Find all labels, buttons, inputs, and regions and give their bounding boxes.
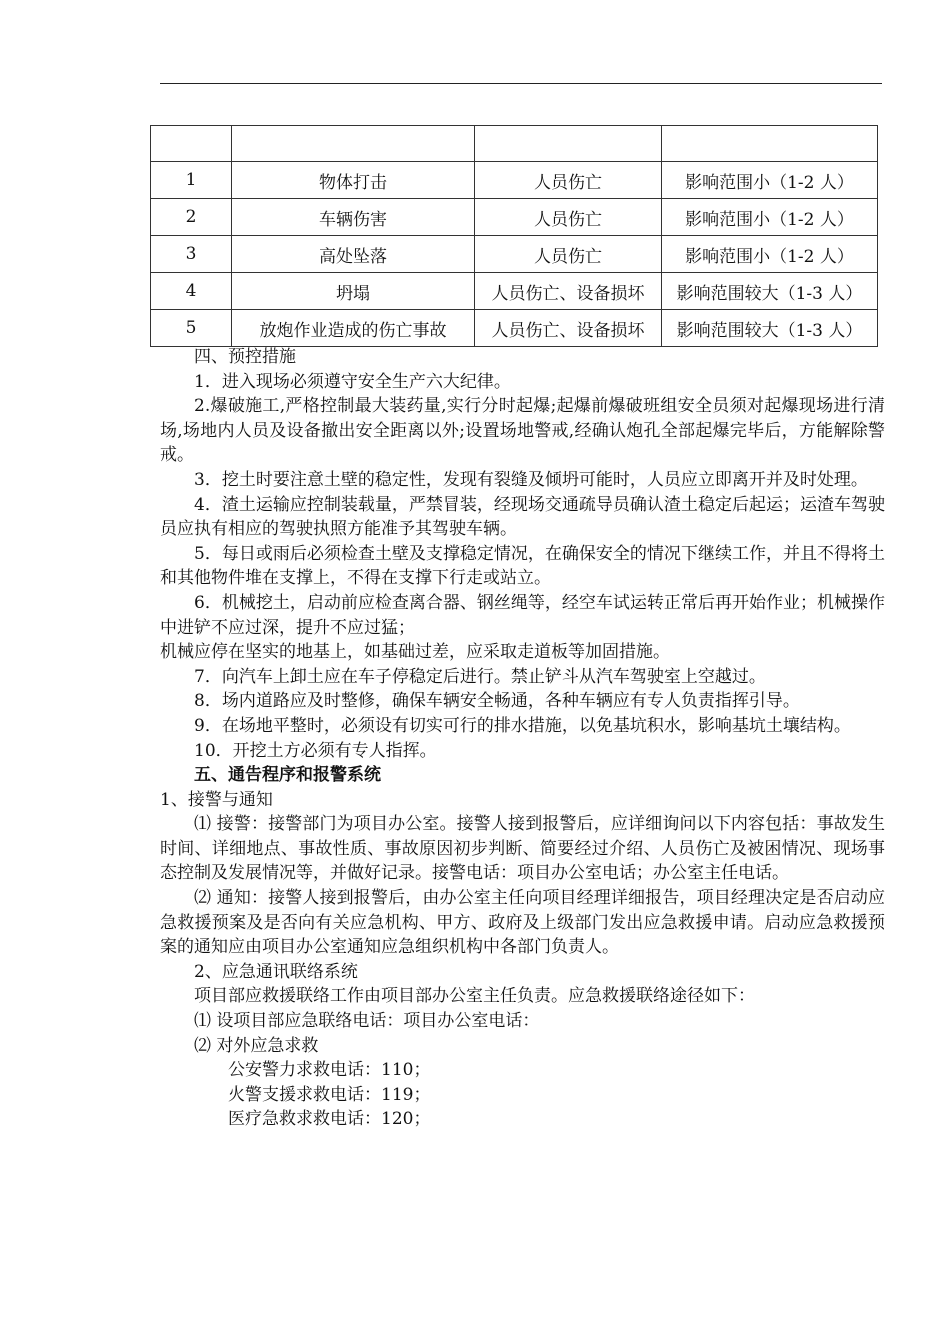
table-row [151, 162, 878, 199]
table-cell: 车辆伤害 [232, 199, 475, 236]
section-heading: 四、预控措施 [194, 347, 296, 367]
subsection-heading: 1、接警与通知 [160, 789, 273, 810]
measure-item: 机械应停在坚实的地基上，如基础过差，应采取走道板等加固措施。 [160, 642, 670, 663]
table-header-cell [151, 126, 232, 162]
measure-item: 3．挖土时要注意土壁的稳定性，发现有裂缝及倾坍可能时，人员应立即离开并及时处理。 [194, 469, 868, 490]
table-cell: 高处坠落 [232, 236, 475, 273]
measure-item: 10．开挖土方必须有专人指挥。 [194, 740, 437, 761]
measure-item: 4．渣土运输应控制装载量，严禁冒装，经现场交通疏导员确认渣土稳定后起运；运渣车驾驶员应执有相应的驾驶执照方能准予其驾驶车辆。 [160, 494, 885, 540]
table-cell: 人员伤亡 [475, 236, 662, 273]
table-cell: 影响范围较大（1-3 人） [662, 310, 878, 347]
table-header-cell [475, 126, 662, 162]
paragraph: ⑵ 通知：接警人接到报警后，由办公室主任向项目经理详细报告，项目经理决定是否启动应急救援预案及是否向有关应急机构、甲方、政府及上级部门发出应急救援申请。启动应急救援预案的通知应由项目办公室通知应急组织机构中各部门负责人。 [160, 888, 885, 958]
table-cell: 2 [151, 199, 232, 236]
risk-table [150, 125, 878, 347]
section-heading: 五、通告程序和报警系统 [194, 765, 381, 786]
table-cell: 3 [151, 236, 232, 273]
table-cell: 影响范围小（1-2 人） [662, 199, 878, 236]
table-header-cell [662, 126, 878, 162]
table-row [151, 310, 878, 347]
measure-item: 1．进入现场必须遵守安全生产六大纪律。 [194, 371, 511, 392]
table-cell: 1 [151, 162, 232, 199]
paragraph: 项目部应救援联络工作由项目部办公室主任负责。应急救援联络途径如下： [194, 986, 755, 1007]
table-cell: 5 [151, 310, 232, 347]
subsection-heading: 2、应急通讯联络系统 [194, 961, 358, 982]
table-cell: 人员伤亡、设备损坏 [475, 310, 662, 347]
measure-item: 2.爆破施工,严格控制最大装药量,实行分时起爆;起爆前爆破班组安全员须对起爆现场进行清场,场地内人员及设备撤出安全距离以外;设置场地警戒,经确认炮孔全部起爆完毕后，方能解除警戒。 [160, 396, 885, 466]
table-cell: 人员伤亡 [475, 199, 662, 236]
measure-item: 9．在场地平整时，必须设有切实可行的排水措施，以免基坑积水，影响基坑土壤结构。 [194, 715, 851, 736]
document-body [160, 345, 885, 1132]
table-row [151, 199, 878, 236]
measure-item: 6．机械挖土，启动前应检查离合器、钢丝绳等，经空车试运转正常后再开始作业；机械操作中进铲不应过深，提升不应过猛； [160, 592, 885, 638]
table-cell: 影响范围小（1-2 人） [662, 236, 878, 273]
table-row [151, 273, 878, 310]
phone-line: 医疗急救求救电话：120； [228, 1109, 431, 1130]
table-cell: 影响范围小（1-2 人） [662, 162, 878, 199]
phone-line: 公安警力求救电话：110； [228, 1060, 431, 1081]
measure-item: 7．向汽车上卸土应在车子停稳定后进行。禁止铲斗从汽车驾驶室上空越过。 [194, 666, 766, 687]
paragraph: ⑴ 设项目部应急联络电话：项目办公室电话： [194, 1011, 540, 1032]
paragraph: ⑴ 接警：接警部门为项目办公室。接警人接到报警后，应详细询问以下内容包括：事故发生时间、详细地点、事故性质、事故原因初步判断、简要经过介绍、人员伤亡及被困情况、现场事态控制及发展情况等，并做好记录。接警电话：项目办公室电话；办公室主任电话。 [160, 814, 885, 884]
table-cell: 4 [151, 273, 232, 310]
phone-line: 火警支援求救电话：119； [228, 1084, 431, 1105]
measure-item: 8．场内道路应及时整修，确保车辆安全畅通，各种车辆应有专人负责指挥引导。 [194, 691, 800, 712]
paragraph: ⑵ 对外应急求救 [194, 1035, 319, 1056]
table-header-cell [232, 126, 475, 162]
table-header-row [151, 126, 878, 162]
table-cell: 物体打击 [232, 162, 475, 199]
table-cell: 坍塌 [232, 273, 475, 310]
table-cell: 人员伤亡 [475, 162, 662, 199]
table-cell: 放炮作业造成的伤亡事故 [232, 310, 475, 347]
table-cell: 人员伤亡、设备损坏 [475, 273, 662, 310]
measure-item: 5．每日或雨后必须检查土壁及支撑稳定情况，在确保安全的情况下继续工作，并且不得将土和其他物件堆在支撑上，不得在支撑下行走或站立。 [160, 543, 885, 589]
header-rule [160, 83, 882, 84]
table-cell: 影响范围较大（1-3 人） [662, 273, 878, 310]
table-row [151, 236, 878, 273]
